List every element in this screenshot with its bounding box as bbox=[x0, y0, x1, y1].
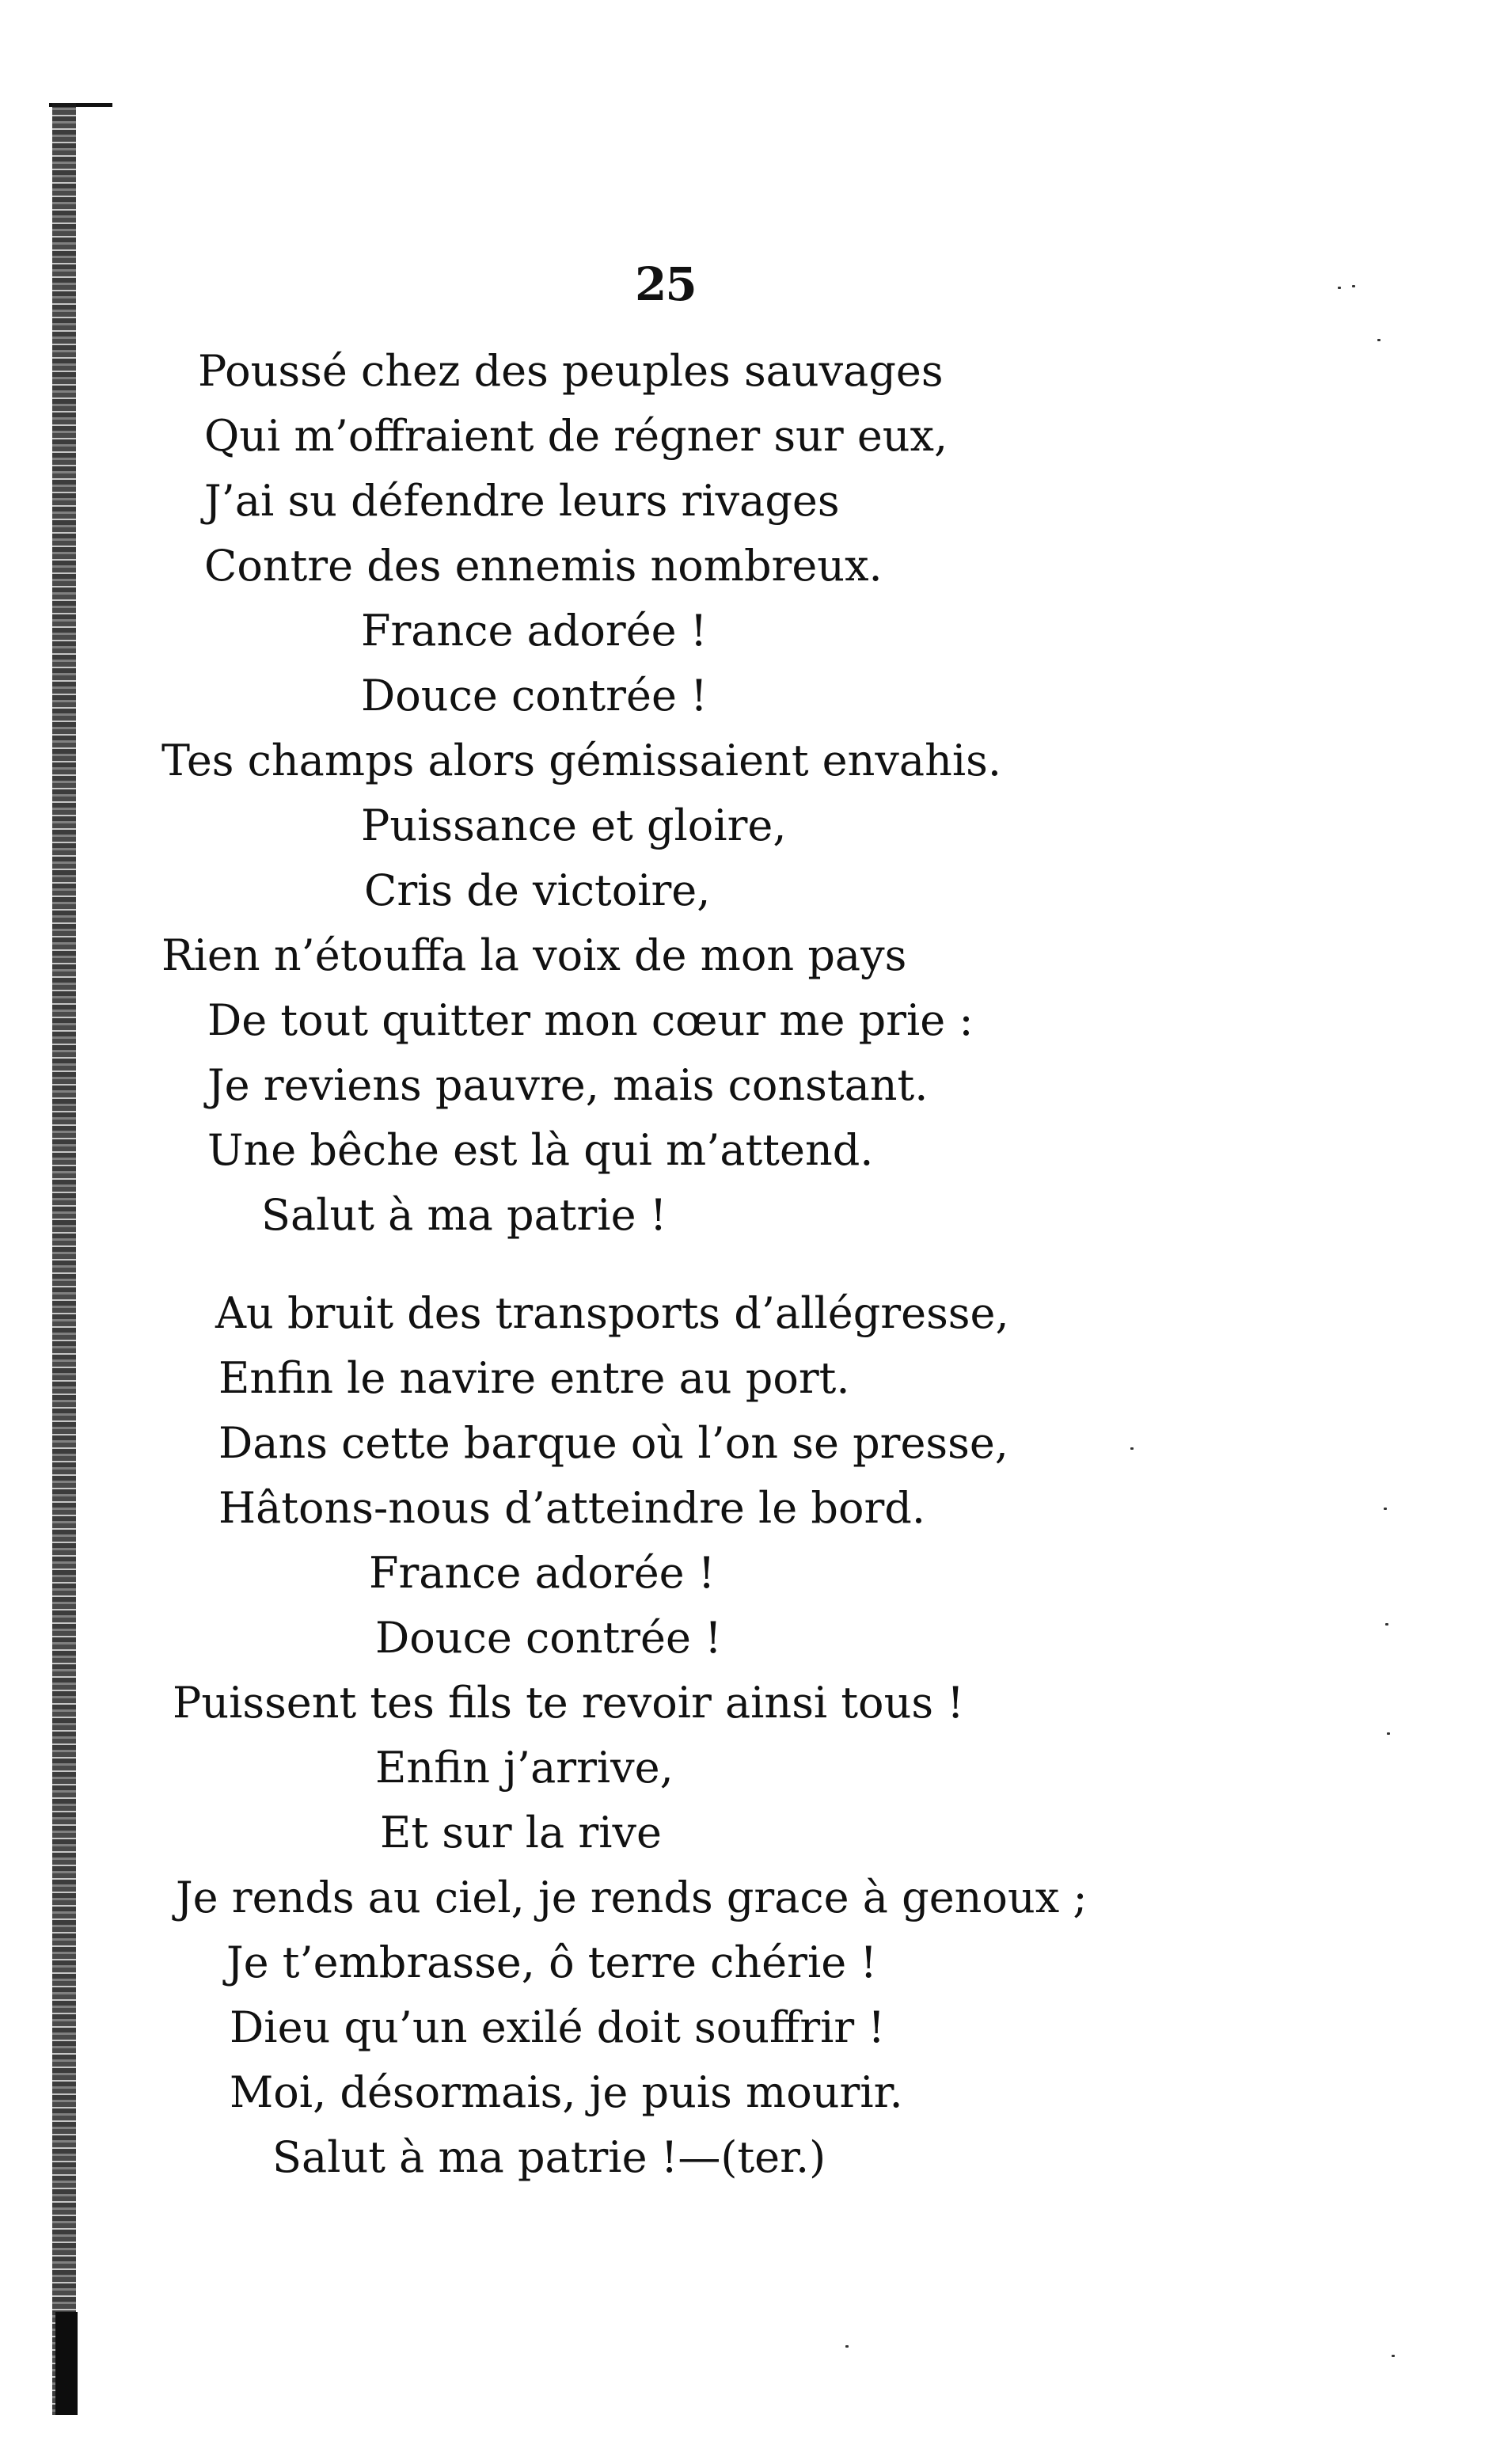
scan-speck bbox=[1338, 287, 1341, 289]
refrain-line: France adorée ! bbox=[369, 1548, 716, 1598]
verse-line: Hâtons-nous d’atteindre le bord. bbox=[218, 1483, 926, 1533]
verse-line: Puissent tes fils te revoir ainsi tous ! bbox=[173, 1678, 964, 1728]
scan-speck bbox=[845, 2345, 849, 2348]
verse-line: Moi, désormais, je puis mourir. bbox=[230, 2067, 903, 2117]
binding-edge-bottom bbox=[55, 2312, 78, 2415]
verse-line: J’ai su défendre leurs rivages bbox=[204, 476, 840, 526]
verse-line: Je reviens pauvre, mais constant. bbox=[207, 1060, 929, 1110]
verse-line: Tes champs alors gémissaient envahis. bbox=[161, 736, 1002, 785]
verse-line: Dieu qu’un exilé doit souffrir ! bbox=[230, 2002, 886, 2052]
verse-line: Enfin le navire entre au port. bbox=[218, 1353, 850, 1403]
binding-edge bbox=[52, 103, 76, 2415]
refrain-line: Douce contrée ! bbox=[361, 671, 708, 721]
verse-line: Qui m’offraient de régner sur eux, bbox=[204, 411, 948, 461]
scan-speck bbox=[1377, 339, 1381, 341]
scan-speck bbox=[1130, 1447, 1134, 1450]
refrain-line: Enfin j’arrive, bbox=[375, 1743, 674, 1793]
verse-line: Je rends au ciel, je rends grace à genoux ; bbox=[176, 1873, 1088, 1922]
verse-line: Je t’embrasse, ô terre chérie ! bbox=[226, 1937, 878, 1987]
verse-line: Rien n’étouffa la voix de mon pays bbox=[161, 930, 907, 980]
verse-line: Une bêche est là qui m’attend. bbox=[207, 1125, 874, 1175]
verse-line: Dans cette barque où l’on se presse, bbox=[218, 1418, 1008, 1468]
scan-speck bbox=[1385, 1623, 1388, 1626]
scan-speck bbox=[1384, 1508, 1387, 1510]
verse-line: Contre des ennemis nombreux. bbox=[204, 541, 883, 591]
refrain-line: Cris de victoire, bbox=[364, 865, 711, 915]
refrain-closing-line: Salut à ma patrie ! bbox=[261, 1190, 667, 1240]
verse-line: De tout quitter mon cœur me prie : bbox=[207, 995, 974, 1045]
verse-line: Poussé chez des peuples sauvages bbox=[198, 346, 944, 396]
page-number: 25 bbox=[635, 257, 696, 311]
refrain-line: France adorée ! bbox=[361, 606, 708, 656]
scan-speck bbox=[1387, 1732, 1390, 1735]
refrain-line: Puissance et gloire, bbox=[361, 800, 787, 850]
verse-line: Au bruit des transports d’allégresse, bbox=[215, 1288, 1009, 1338]
scan-speck bbox=[1352, 285, 1355, 287]
refrain-line: Et sur la rive bbox=[380, 1808, 662, 1858]
refrain-closing-line: Salut à ma patrie !—(ter.) bbox=[272, 2132, 826, 2182]
refrain-line: Douce contrée ! bbox=[375, 1613, 722, 1663]
scan-speck bbox=[1392, 2355, 1395, 2357]
